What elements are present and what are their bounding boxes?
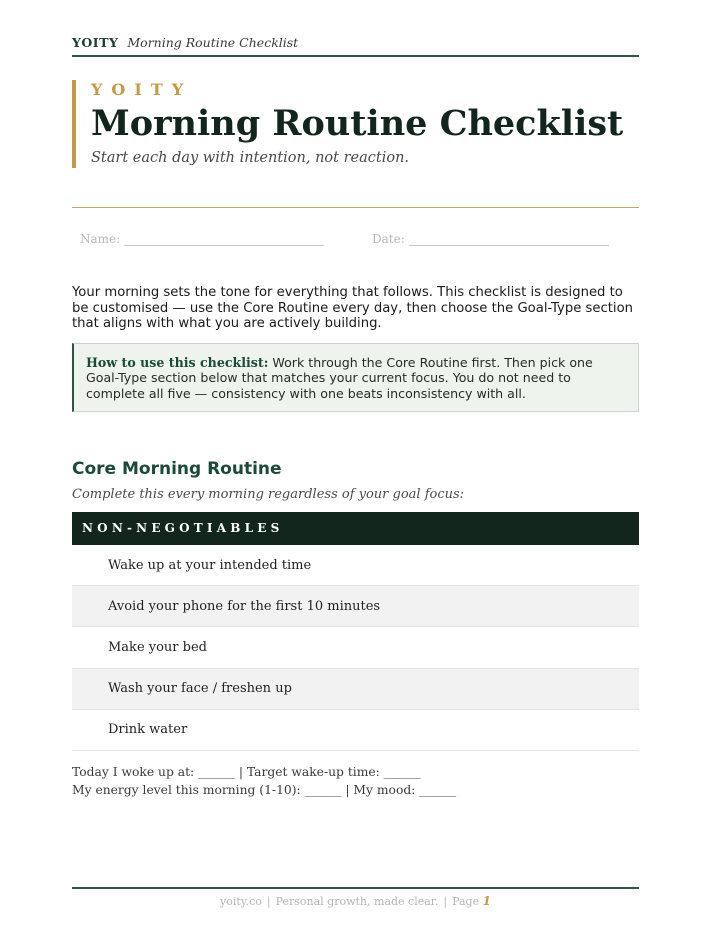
intro-paragraph: Your morning sets the tone for everything that follows. This checklist is designed to be customised — use the Core Routine every day, then choose the Goal-Type section that aligns with what you are actively building. xyxy=(72,285,633,332)
footer-divider xyxy=(72,887,639,889)
checklist-item[interactable] xyxy=(72,586,639,627)
name-field xyxy=(80,231,324,246)
running-header xyxy=(72,35,639,57)
tracker-energy-line: My energy level this morning (1-10): ______ | My mood: ______ xyxy=(72,783,457,797)
footer-page-label: Page xyxy=(452,895,480,908)
checklist-item-label: Wash your face / freshen up xyxy=(108,681,292,697)
checklist-item-label: Wake up at your intended time xyxy=(108,557,312,573)
running-header-brand: YOITY xyxy=(72,35,119,50)
title-divider xyxy=(72,207,639,208)
date-label: Date: xyxy=(372,232,405,246)
callout-lead: How to use this checklist: xyxy=(86,355,269,370)
checklist-item-label: Avoid your phone for the first 10 minutes xyxy=(108,598,381,614)
footer-page-number: 1 xyxy=(482,894,491,908)
checklist-item-label: Make your bed xyxy=(108,639,207,655)
page-subtitle: Start each day with intention, not reaction. xyxy=(91,150,410,166)
date-field xyxy=(372,231,609,246)
footer-separator: | xyxy=(266,895,271,908)
footer-tagline: Personal growth, made clear. xyxy=(275,895,439,908)
footer-separator: | xyxy=(443,895,448,908)
page-title: Morning Routine Checklist xyxy=(91,103,624,144)
name-blank xyxy=(124,231,324,246)
section-subtitle: Complete this every morning regardless of your goal focus: xyxy=(72,487,465,502)
how-to-callout xyxy=(72,343,639,412)
checklist xyxy=(72,545,639,751)
checklist-item-label: Drink water xyxy=(108,722,188,738)
callout-text: Work through the Core Routine first. Then pick one Goal-Type section below that matches your current focus. You do not need to complete all five — consistency with one beats inconsistency with all. xyxy=(86,355,593,401)
section-title: Core Morning Routine xyxy=(72,459,282,479)
tracker-wake-line: Today I woke up at: ______ | Target wake-up time: ______ xyxy=(72,765,421,779)
daily-tracker xyxy=(72,763,639,799)
document-page xyxy=(72,0,639,942)
footer-site: yoity.co xyxy=(220,895,262,908)
checklist-item[interactable] xyxy=(72,545,639,586)
brand-mark: YOITY xyxy=(91,80,193,99)
checklist-item[interactable] xyxy=(72,669,639,710)
running-header-title: Morning Routine Checklist xyxy=(127,35,299,50)
date-blank xyxy=(409,231,609,246)
non-negotiables-band: NON-NEGOTIABLES xyxy=(72,512,639,545)
name-label: Name: xyxy=(80,232,121,246)
checklist-item[interactable] xyxy=(72,710,639,751)
page-footer xyxy=(72,894,639,908)
checklist-item[interactable] xyxy=(72,627,639,668)
